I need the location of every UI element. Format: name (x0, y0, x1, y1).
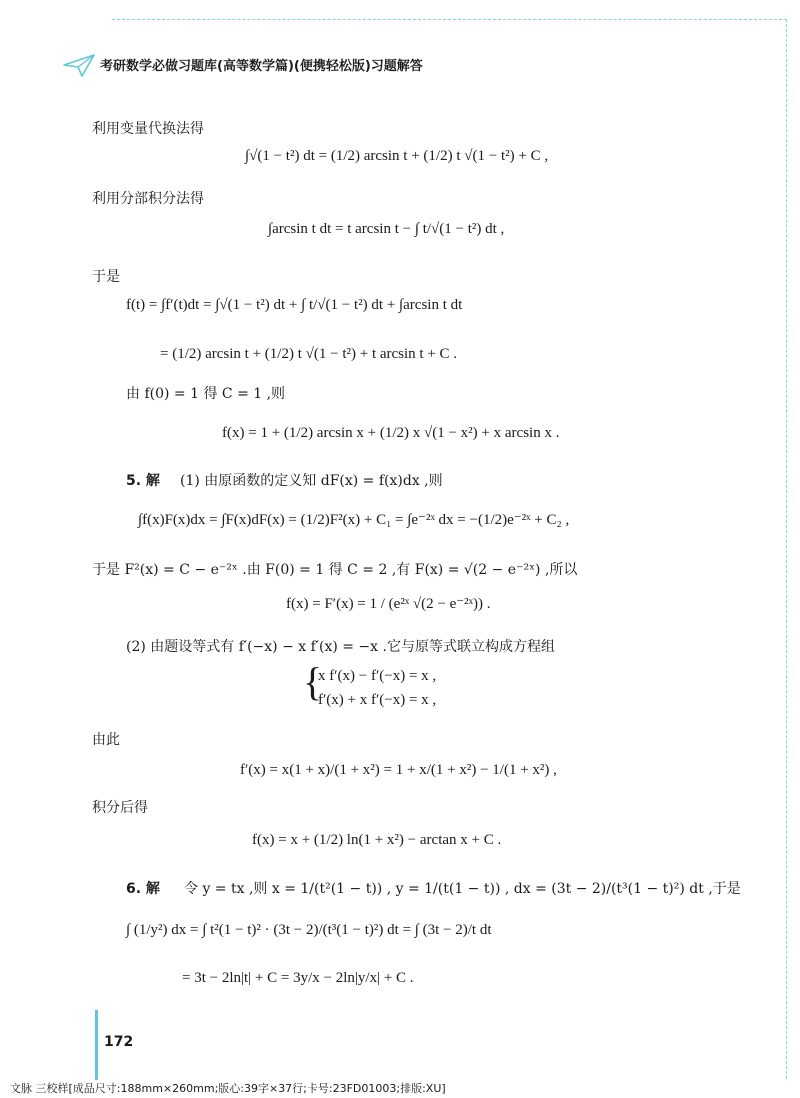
running-header: 考研数学必做习题库(高等数学篇)(便携轻松版)习题解答 (100, 59, 423, 74)
q5-text-F-squared: 于是 F²(x) = C − e⁻²ˣ .由 F(0) = 1 得 C = 2 ,有 F(x) = √(2 − e⁻²ˣ) ,所以 (92, 562, 578, 578)
paper-plane-icon (62, 52, 96, 78)
text-initial-condition: 由 f(0) = 1 得 C = 1 ,则 (126, 386, 286, 402)
print-imprint: 文脉 三校样[成品尺寸:188mm×260mm;版心:39字×37行;卡号:23FD01003;排版:XU] (10, 1082, 446, 1095)
q5-part1-text: (1) 由原函数的定义知 dF(x) = f(x)dx ,则 (180, 473, 443, 489)
text-substitution: 利用变量代换法得 (92, 121, 204, 137)
q5-formula-result: f(x) = x + (1/2) ln(1 + x²) − arctan x + C . (252, 832, 502, 848)
formula-f-t-line2: = (1/2) arcsin t + (1/2) t √(1 − t²) + t arcsin t + C . (160, 346, 458, 362)
formula-f-x: f(x) = 1 + (1/2) arcsin x + (1/2) x √(1 − x²) + x arcsin x . (222, 425, 560, 441)
q6-formula-line2: = 3t − 2ln|t| + C = 3y/x − 2ln|y/x| + C . (182, 970, 414, 986)
page-number: 172 (104, 1034, 134, 1050)
page-margin-bar (95, 1010, 98, 1080)
formula-parts: ∫arcsin t dt = t arcsin t − ∫ t/√(1 − t²) dt , (268, 221, 505, 237)
q6-substitution: 令 y = tx ,则 x = 1/(t²(1 − t)) , y = 1/(t(1 − t)) , dx = (3t − 2)/(t³(1 − t)²) dt ,于是 (184, 881, 741, 897)
system-brace: { (303, 659, 323, 704)
text-parts: 利用分部积分法得 (92, 191, 204, 207)
q5-formula-integral: ∫f(x)F(x)dx = ∫F(x)dF(x) = (1/2)F²(x) + C₁ = ∫e⁻²ˣ dx = −(1/2)e⁻²ˣ + C₂ , (138, 512, 570, 528)
page-frame-top (112, 19, 787, 20)
q6-formula-line1: ∫ (1/y²) dx = ∫ t²(1 − t)² · (3t − 2)/(t³(1 − t)²) dt = ∫ (3t − 2)/t dt (126, 922, 492, 938)
q5-system-eq2: f′(x) + x f′(−x) = x , (318, 692, 437, 708)
q5-part2-text: (2) 由题设等式有 f′(−x) − x f′(x) = −x .它与原等式联立构成方程组 (126, 639, 555, 655)
q5-text-hence: 由此 (92, 732, 120, 748)
text-thus: 于是 (92, 269, 120, 285)
q5-formula-fprime: f′(x) = x(1 + x)/(1 + x²) = 1 + x/(1 + x²) − 1/(1 + x²) , (240, 762, 557, 778)
q5-text-integrate: 积分后得 (92, 800, 148, 816)
q5-system-eq1: x f′(x) − f′(−x) = x , (318, 668, 437, 684)
formula-substitution: ∫√(1 − t²) dt = (1/2) arcsin t + (1/2) t √(1 − t²) + C , (245, 148, 549, 164)
q6-label: 6. 解 (126, 881, 160, 897)
q5-formula-f: f(x) = F′(x) = 1 / (e²ˣ √(2 − e⁻²ˣ)) . (286, 596, 491, 612)
formula-f-t-line1: f(t) = ∫f′(t)dt = ∫√(1 − t²) dt + ∫ t/√(1 − t²) dt + ∫arcsin t dt (126, 297, 463, 313)
q5-label: 5. 解 (126, 473, 160, 489)
page-frame-right (786, 19, 787, 1079)
